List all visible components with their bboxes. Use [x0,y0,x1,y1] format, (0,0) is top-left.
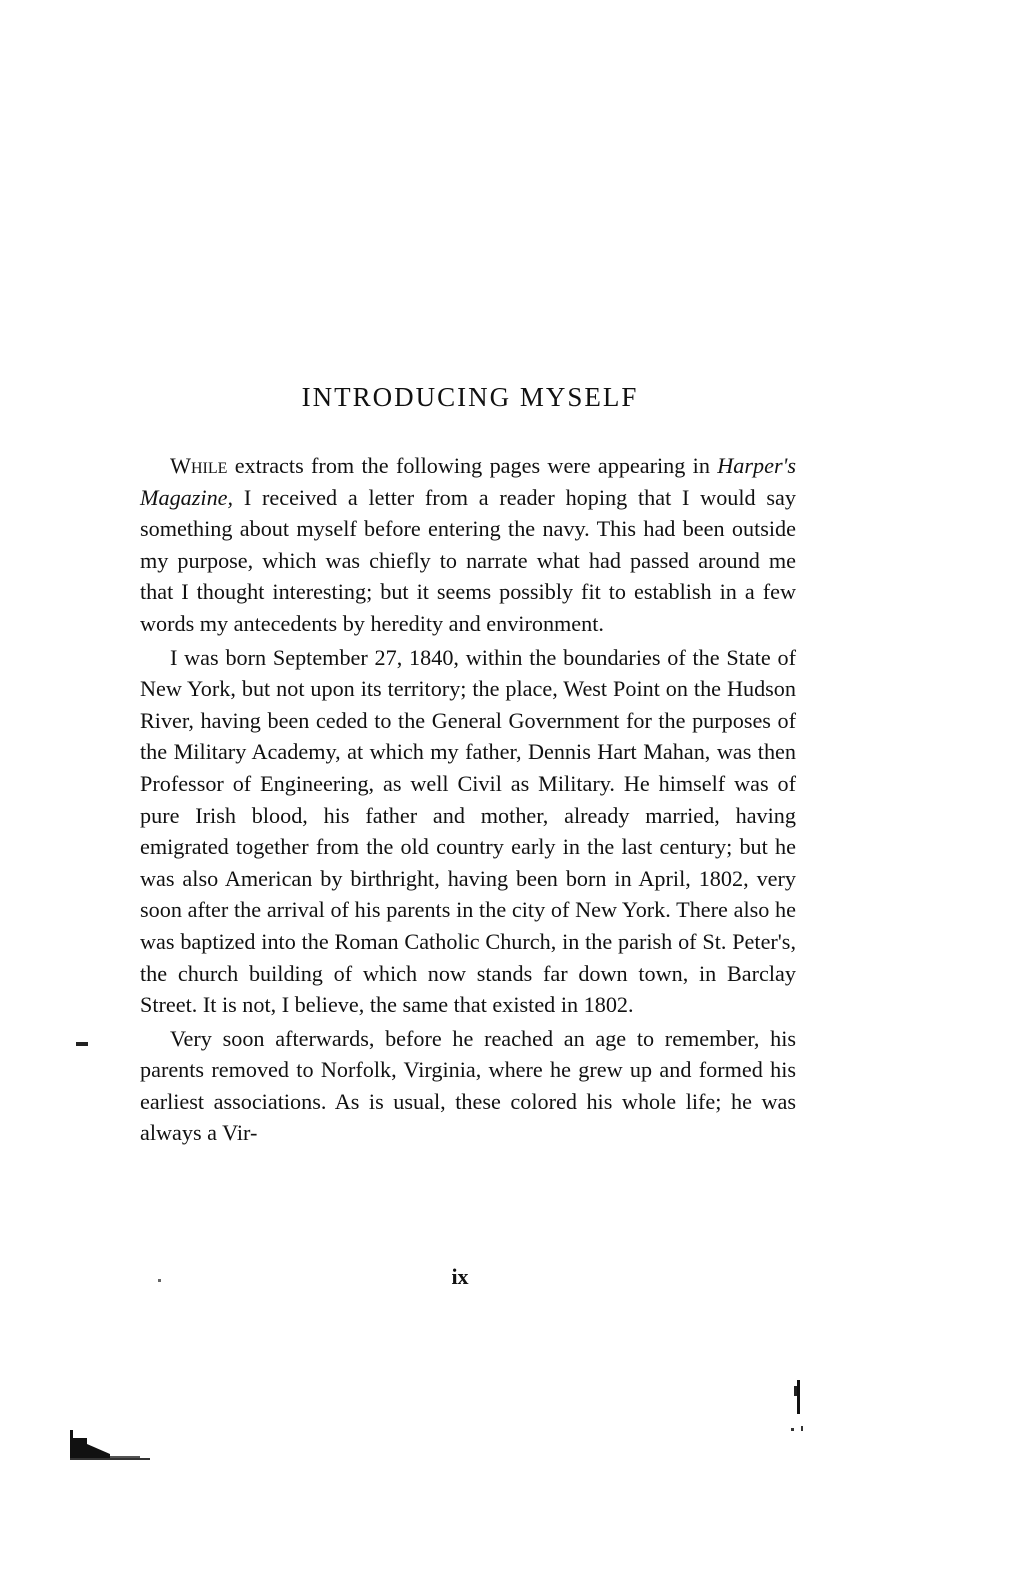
paragraph-1-text-b: I received a letter from a reader hoping that I would say something about myself before entering the navy. This had been outside my purpose, which was chiefly to narrate what had passed around me that I thought interesting; but it seems possibly fit to establish in a few words my antecedents by heredity and environment. [140,484,796,636]
body-text [140,450,796,1149]
drop-lead-word: While [170,453,228,478]
ship-ornament-icon [70,1428,150,1464]
scan-mark [76,1042,88,1046]
paragraph-1 [140,450,796,640]
page-title: INTRODUCING MYSELF [301,382,639,412]
paragraph-2: I was born September 27, 1840, within the boundaries of the State of New York, but not upon its territory; the place, West Point on the Hudson River, having been ceded to the General Government for the purposes of the Military Academy, at which my father, Dennis Hart Mahan, was then Professor of Engineering, as well Civil as Military. He himself was of pure Irish blood, his father and mother, already married, having emigrated together from the old country early in the last century; but he was also American by birthright, having been born in April, 1802, very soon after the arrival of his parents in the city of New York. There also he was baptized into the Roman Catholic Church, in the parish of St. Peter's, the church building of which now stands far down town, in Barclay Street. It is not, I believe, the same that existed in 1802. [140,644,796,1018]
magazine-title: Harper's Magazine, [140,453,796,510]
paragraph-1-text-a: extracts from the following pages were appearing in [227,453,718,478]
paragraph-3: Very soon afterwards, before he reached an age to remember, his parents removed to Norfolk, Virginia, where he grew up and formed his earliest associations. As is usual, these colored his whole life; he was always a Vir- [140,1025,796,1146]
scan-artifact-icon [785,1378,815,1438]
page-number: ix [451,1264,469,1289]
